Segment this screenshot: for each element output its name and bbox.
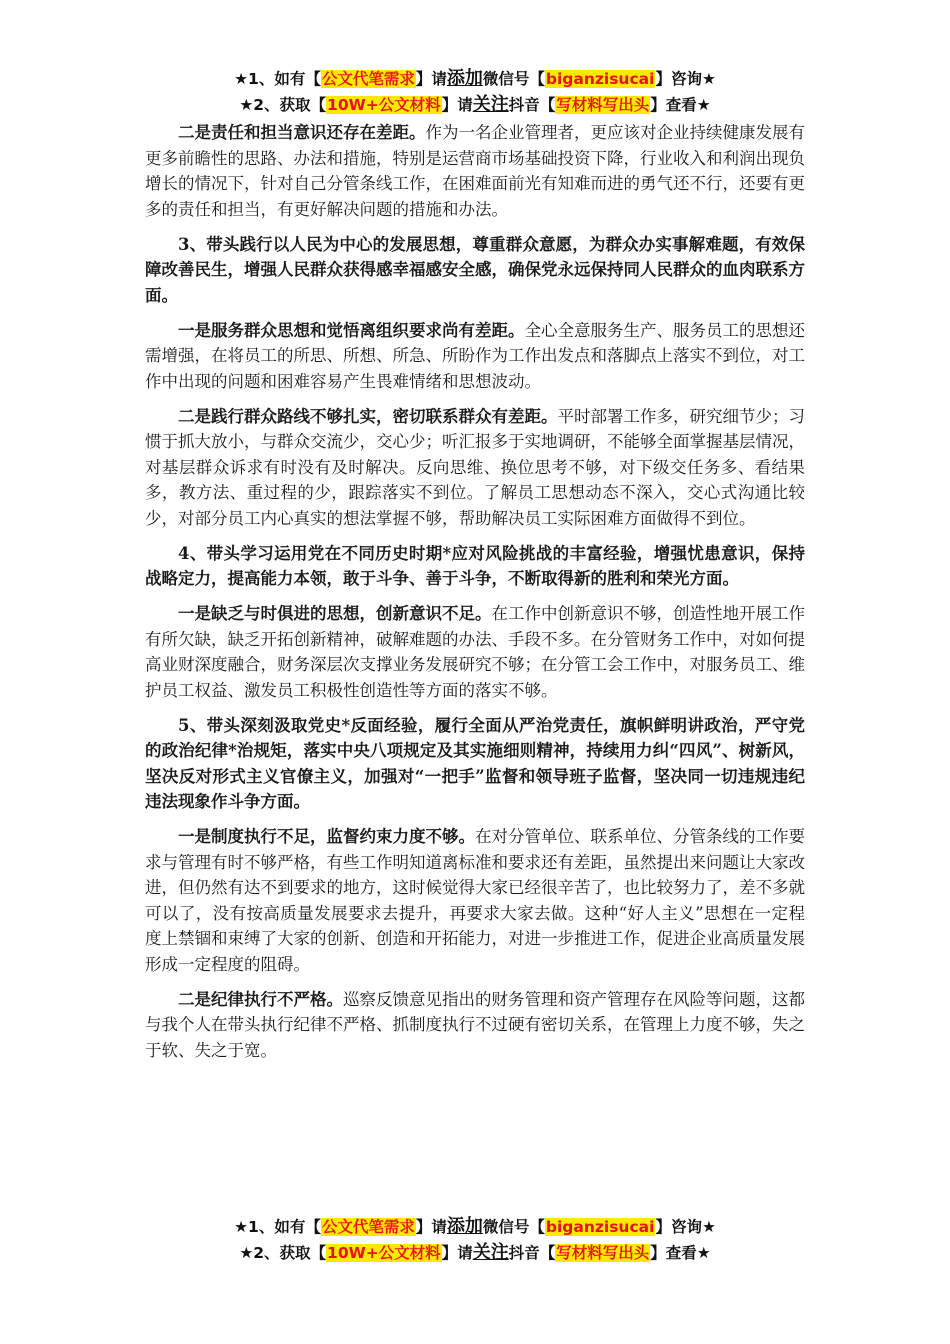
promo-text: 】请 bbox=[415, 70, 447, 88]
paragraph bbox=[145, 824, 805, 977]
promo-highlight: 写材料写出头 bbox=[556, 96, 650, 114]
promo-text: ★1、如有【 bbox=[234, 1218, 321, 1236]
promo-emphasis: 添加 bbox=[446, 1216, 483, 1237]
paragraph-lead: 二是责任和担当意识还存在差距。 bbox=[178, 123, 426, 142]
paragraph bbox=[145, 987, 805, 1064]
promo-highlight: 写材料写出头 bbox=[556, 1244, 650, 1262]
promo-text: 抖音【 bbox=[508, 1244, 556, 1262]
section-heading: 3、带头践行以人民为中心的发展思想，尊重群众意愿，为群众办实事解难题，有效保障改善民生，增强人民群众获得感幸福感安全感，确保党永远保持同人民群众的血肉联系方面。 bbox=[145, 234, 805, 305]
promo-emphasis: 关注 bbox=[472, 1242, 509, 1263]
promo-highlight: 10W+公文材料 bbox=[327, 96, 441, 114]
promo-text: 】查看★ bbox=[650, 1244, 711, 1262]
promo-line-2 bbox=[140, 92, 810, 118]
promo-line-2 bbox=[140, 1240, 810, 1266]
document-body bbox=[145, 120, 805, 1073]
paragraph-text: 全心全意服务生产、服务员工的思想还需增强，在将员工的所思、所想、所急、所盼作为工作出发点和落脚点上落实不到位，对工作中出现的问题和困难容易产生畏难情绪和思想波动。 bbox=[145, 320, 805, 391]
promo-emphasis: 添加 bbox=[446, 68, 483, 89]
section-heading: 5、带头深刻汲取党史*反面经验，履行全面从严治党责任，旗帜鲜明讲政治，严守党的政治纪律*治规矩，落实中央八项规定及其实施细则精神，持续用力纠“四风”、树新风，坚决反对形式主义官僚主义，加强对“一把手”监督和领导班子监督，坚决同一切违规违纪违法现象作斗争方面。 bbox=[145, 715, 805, 811]
promo-line-1 bbox=[140, 1214, 810, 1240]
promo-banner-bottom bbox=[140, 1214, 810, 1266]
promo-highlight: 公文代笔需求 bbox=[321, 1218, 415, 1236]
paragraph-text: 巡察反馈意见指出的财务管理和资产管理存在风险等问题，这都与我个人在带头执行纪律不严格、抓制度执行不过硬有密切关系，在管理上力度不够，失之于软、失之于宽。 bbox=[145, 989, 805, 1060]
promo-text: 】请 bbox=[415, 1218, 447, 1236]
paragraph-lead: 一是服务群众思想和觉悟离组织要求尚有差距。 bbox=[178, 320, 525, 340]
promo-text: ★2、获取【 bbox=[239, 96, 327, 114]
promo-banner-top bbox=[140, 66, 810, 118]
promo-text: 抖音【 bbox=[508, 96, 556, 114]
paragraph-text: 在对分管单位、联系单位、分管条线的工作要求与管理有时不够严格，有些工作明知道离标准和要求还有差距，虽然提出来问题让大家改进，但仍然有达不到要求的地方，这时候觉得大家已经很辛苦了，也比较努力了，差不多就可以了，没有按高质量发展要求去提升，再要求大家去做。这种“好人主义”思想在一定程度上禁锢和束缚了大家的创新、创造和开拓能力，对进一步推进工作，促进企业高质量发展形成一定程度的阻碍。 bbox=[145, 827, 805, 974]
paragraph bbox=[145, 318, 805, 395]
promo-text: 】请 bbox=[441, 1244, 473, 1262]
promo-text: 】咨询★ bbox=[655, 1218, 716, 1236]
promo-highlight: 公文代笔需求 bbox=[321, 70, 415, 88]
promo-text: 】咨询★ bbox=[655, 70, 716, 88]
paragraph bbox=[145, 120, 805, 222]
paragraph bbox=[145, 404, 805, 532]
promo-text: 】请 bbox=[441, 96, 473, 114]
promo-text: 微信号【 bbox=[482, 70, 545, 88]
promo-text: ★2、获取【 bbox=[239, 1244, 327, 1262]
paragraph-text: 平时部署工作多，研究细节少；习惯于抓大放小，与群众交流少，交心少；听汇报多于实地调研，不能够全面掌握基层情况，对基层群众诉求有时没有及时解决。反向思维、换位思考不够，对下级交任务多、看结果多，教方法、重过程的少，跟踪落实不到位。了解员工思想动态不深入，交心式沟通比较少，对部分员工内心真实的想法掌握不够，帮助解决员工实际困难方面做得不到位。 bbox=[145, 406, 805, 528]
promo-highlight: biganzisucai bbox=[545, 70, 655, 88]
promo-text: 】查看★ bbox=[650, 96, 711, 114]
promo-emphasis: 关注 bbox=[472, 94, 509, 115]
promo-text: ★1、如有【 bbox=[234, 70, 321, 88]
paragraph-text: 在工作中创新意识不够，创造性地开展工作有所欠缺，缺乏开拓创新精神，破解难题的办法、手段不多。在分管财务工作中，对如何提高业财深度融合，财务深层次支撑业务发展研究不够；在分管工会工作中，对服务员工、维护员工权益、激发员工积极性创造性等方面的落实不够。 bbox=[145, 604, 805, 700]
paragraph-lead: 二是践行群众路线不够扎实，密切联系群众有差距。 bbox=[178, 406, 558, 426]
promo-text: 微信号【 bbox=[482, 1218, 545, 1236]
paragraph-lead: 一是制度执行不足，监督约束力度不够。 bbox=[178, 827, 475, 846]
section-heading: 4、带头学习运用党在不同历史时期*应对风险挑战的丰富经验，增强忧患意识，保持战略定力，提高能力本领，敢于斗争、善于斗争，不断取得新的胜利和荣光方面。 bbox=[145, 543, 805, 588]
paragraph-text: 作为一名企业管理者，更应该对企业持续健康发展有更多前瞻性的思路、办法和措施，特别是运营商市场基础投资下降，行业收入和利润出现负增长的情况下，针对自己分管条线工作，在困难面前光有知难而进的勇气还不行，还要有更多的责任和担当，有更好解决问题的措施和办法。 bbox=[145, 123, 805, 219]
promo-highlight: 10W+公文材料 bbox=[327, 1244, 441, 1262]
promo-highlight: biganzisucai bbox=[545, 1218, 655, 1236]
promo-line-1 bbox=[140, 66, 810, 92]
paragraph bbox=[145, 601, 805, 703]
paragraph-lead: 一是缺乏与时俱进的思想，创新意识不足。 bbox=[178, 604, 492, 623]
paragraph-lead: 二是纪律执行不严格。 bbox=[178, 989, 343, 1009]
